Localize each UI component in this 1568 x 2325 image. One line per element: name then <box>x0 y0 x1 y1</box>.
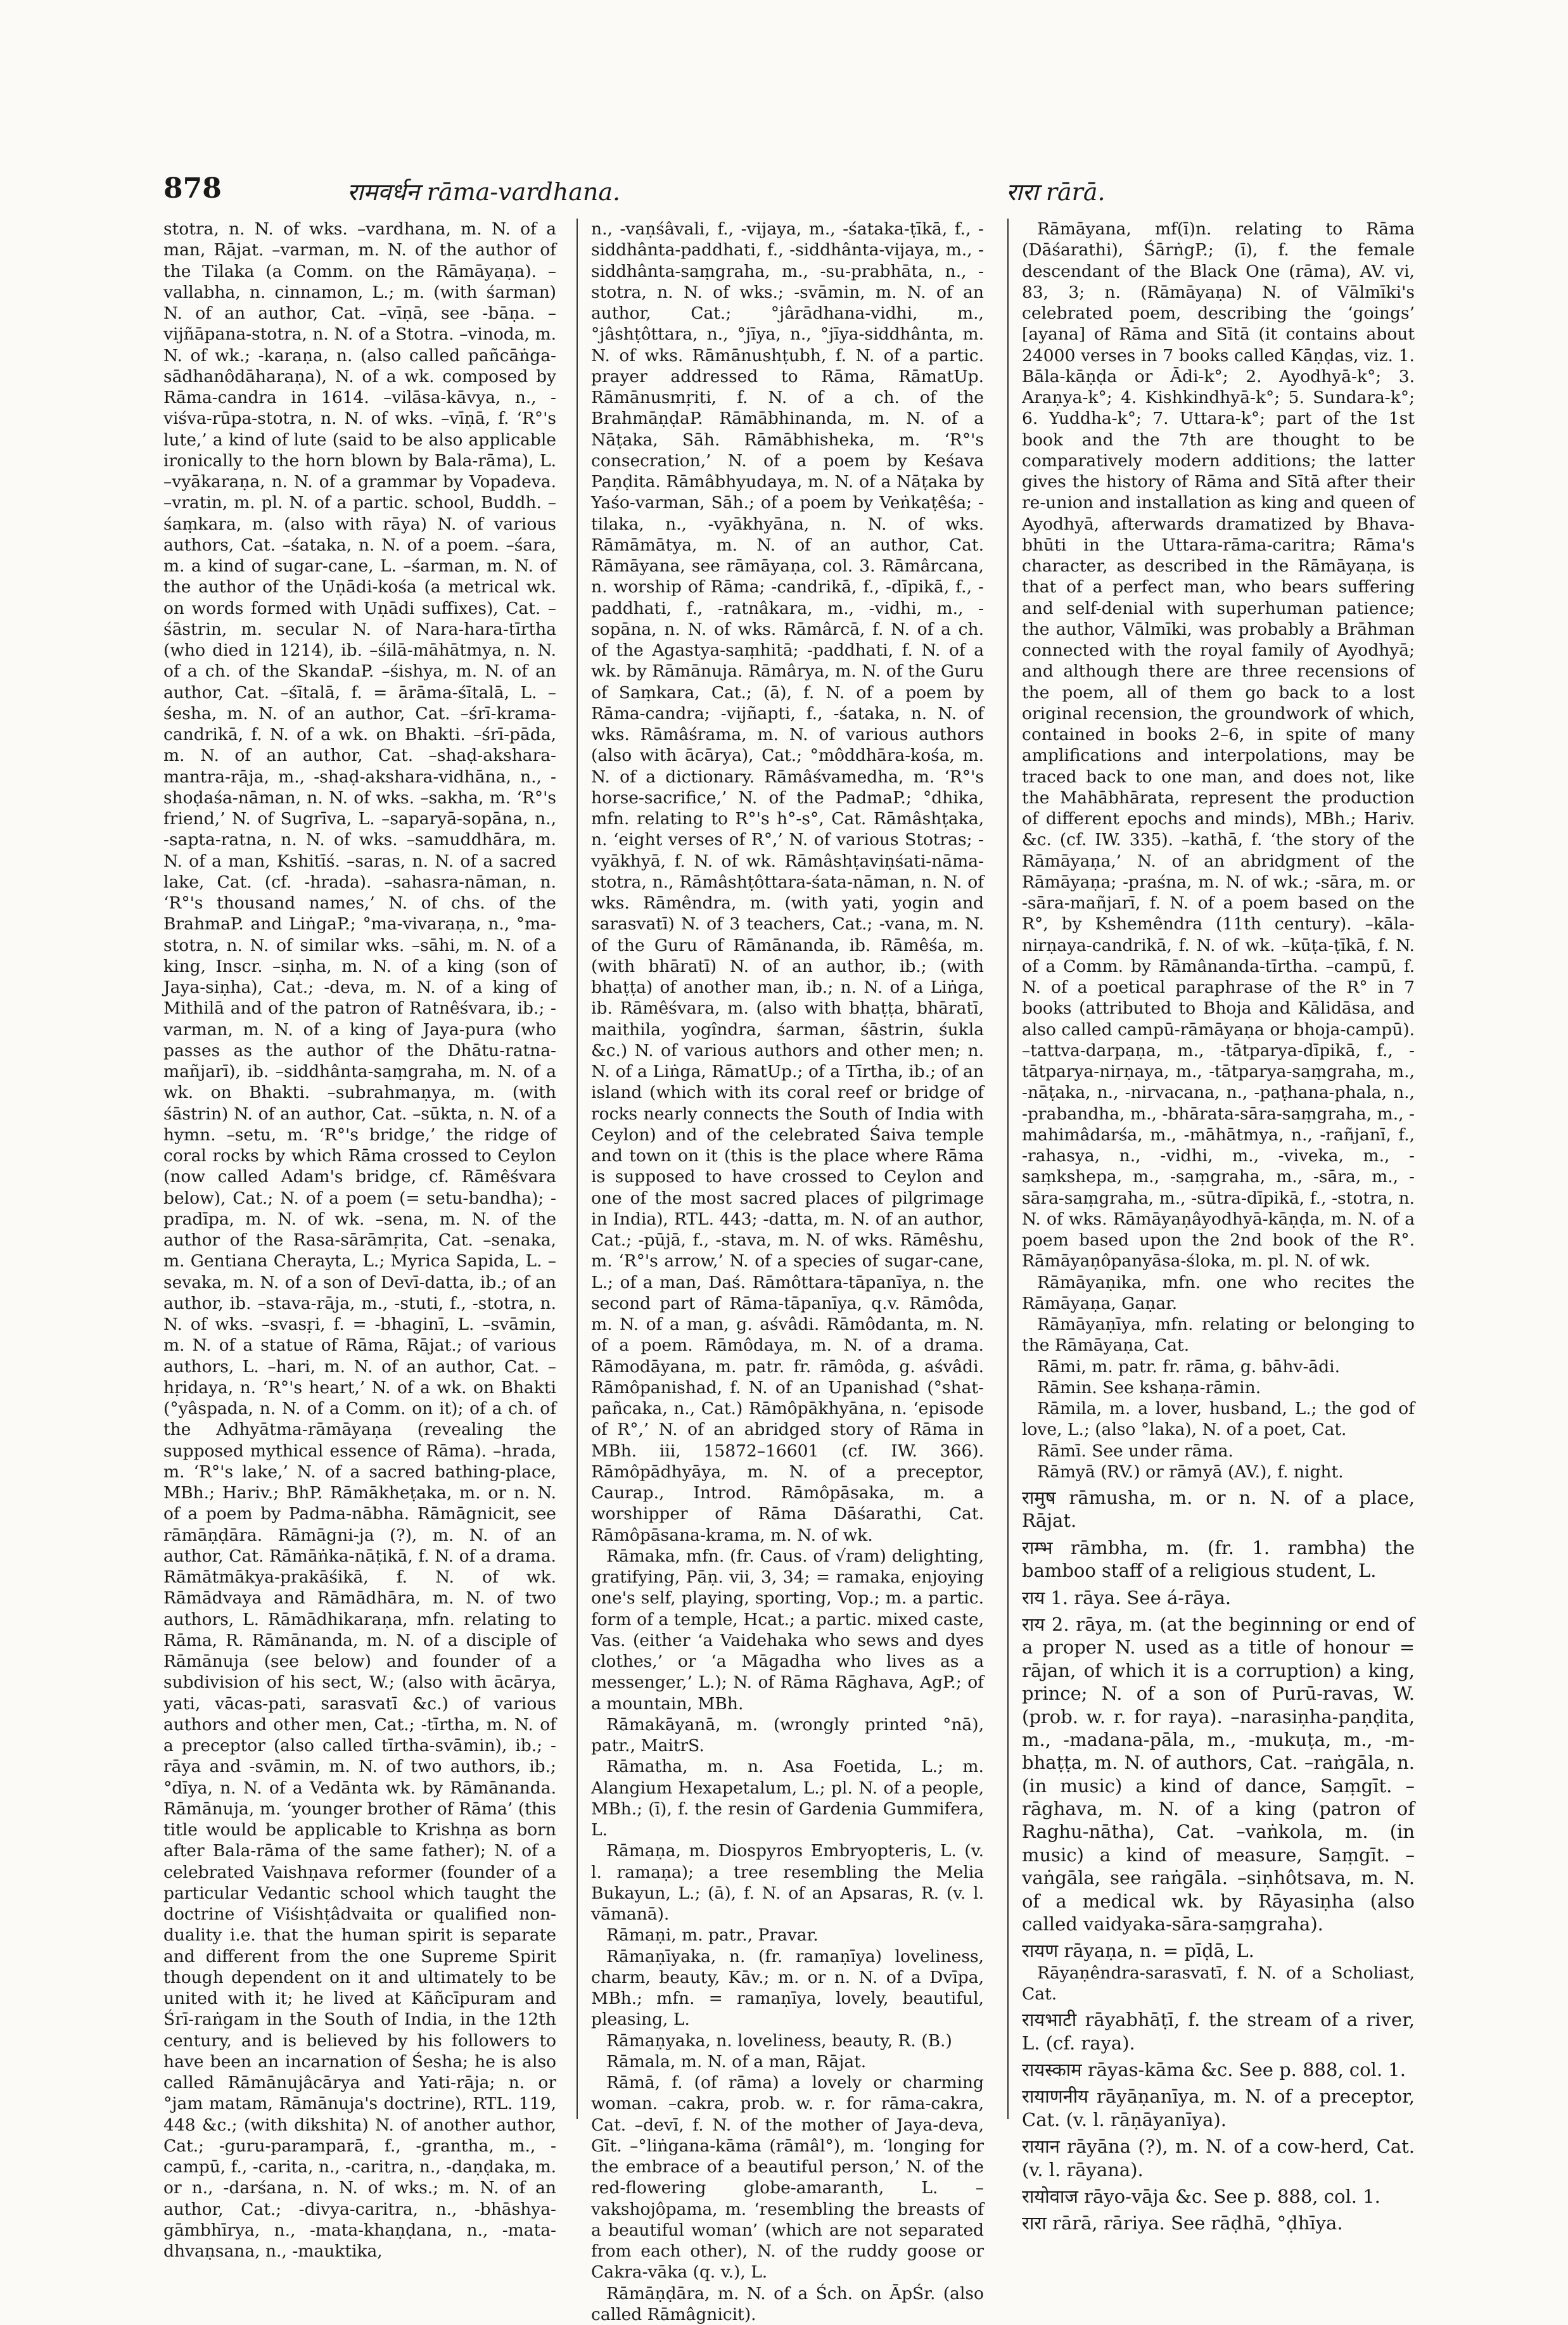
headword-entry: रायण rāyaṇa, n. = pīḍā, L. <box>1022 1939 1415 1962</box>
dictionary-entry: n., -vaṇśâvali, f., -vijaya, m., -śataka-ṭīkā, f., -siddhânta-paddhati, f., -siddhânta-vijaya, m., -siddhânta-saṃgraha, m., -su-prabhāta, n., -stotra, n. N. of wks.; -svāmin, m. N. of an author, Cat.; °jârādhana-vidhi, m., °jâshṭôttara, n., °jīya, n., °jīya-siddhânta, m. N. of wks. Rāmānushṭubh, f. N. of a partic. prayer addressed to Rāma, RāmatUp. Rāmānusmṛiti, f. N. of a ch. of the BrahmāṇḍaP. Rāmābhinanda, m. N. of a Nāṭaka, Sāh. Rāmābhisheka, m. ‘R°'s consecration,’ N. of a poem by Keśava Paṇḍita. Rāmâbhyudaya, m. N. of a Nāṭaka by Yaśo-varman, Sāh.; of a poem by Veṅkaṭêśa; -tilaka, n., -vyākhyāna, n. N. of wks. Rāmāmātya, m. N. of an author, Cat. Rāmāyana, see rāmāyaṇa, col. 3. Rāmârcana, n. worship of Rāma; -candrikā, f., -dīpikā, f., -paddhati, f., -ratnâkara, m., -vidhi, m., -sopāna, n. N. of wks. Rāmârcā, f. N. of a ch. of the Agastya-saṃhitā; -paddhati, f. N. of a wk. by Rāmānuja. Rāmârya, m. N. of the Guru of Saṃkara, Cat.; (ā), f. N. of a poem by Rāma-candra; -vijñapti, f., -śataka, n. N. of wks. Rāmâśrama, m. N. of various authors (also with ācārya), Cat.; °môddhāra-kośa, m. N. of a dictionary. Rāmâśvamedha, m. ‘R°'s horse-sacrifice,’ N. of the PadmaP.; °dhika, mfn. relating to R°'s h°-s°, Cat. Rāmâshṭaka, n. ‘eight verses of R°,’ N. of various Stotras; -vyākhyā, f. N. of wk. Rāmâshṭaviṇśati-nāma-stotra, n., Rāmâshṭôttara-śata-nāman, n. N. of wks. Rāmêndra, m. (with yati, yogin and sarasvatī) N. of 3 teachers, Cat.; -vana, m. N. of the Guru of Rāmānanda, ib. Rāmêśa, m. (with bhāratī) N. of an author, ib.; (with bhaṭṭa) of another man, ib.; n. N. of a Liṅga, ib. Rāmêśvara, m. (also with bhaṭṭa, bhāratī, maithila, yogîndra, śarman, śāstrin, śukla &c.) N. of various authors and other men; n. N. of a Liṅga, RāmatUp.; of a Tīrtha, ib.; of an island (which with its coral reef or bridge of rocks nearly connects the South of India with Ceylon) and of the celebrated Śaiva temple and town on it (this is the place where Rāma is supposed to have crossed to Ceylon and one of the most sacred places of pilgrimage in India), RTL. 443; -datta, m. N. of an author, Cat.; -pūjā, f., -stava, m. N. of wks. Rāmêshu, m. ‘R°'s arrow,’ N. of a species of sugar-cane, L.; of a man, Daś. Rāmôttara-tāpanīya, n. the second part of Rāma-tāpanīya, q.v. Rāmôda, m. N. of a man, g. aśvâdi. Rāmôdanta, m. N. of a poem. Rāmôdaya, m. N. of a drama. Rāmodāyana, m. patr. fr. rāmôda, g. aśvâdi. Rāmôpanishad, f. N. of an Upanishad (°shat-pañcaka, n., Cat.) Rāmôpākhyāna, n. ‘episode of R°,’ N. of an abridged story of Rāma in MBh. iii, 15872–16601 (cf. IW. 366). Rāmôpādhyāya, m. N. of a preceptor, Caurap., Introd. Rāmôpāsaka, m. a worshipper of Rāma Dāśarathi, Cat. Rāmôpāsana-krama, m. N. of wk. <box>591 219 984 1546</box>
dictionary-entry: Rāmāyana, mf(ī)n. relating to Rāma (Dāśarathi), ŚārṅgP.; (ī), f. the female descendant of the Black One (rāma), AV. vi, 83, 3; n. (Rāmāyaṇa) N. of Vālmīki's celebrated poem, describing the ‘goings’ [ayana] of Rāma and Sītā (it contains about 24000 verses in 7 books called Kāṇḍas, viz. 1. Bāla-kāṇḍa or Ādi-k°; 2. Ayodhyā-k°; 3. Araṇya-k°; 4. Kishkindhyā-k°; 5. Sundara-k°; 6. Yuddha-k°; 7. Uttara-k°; part of the 1st book and the 7th are thought to be comparatively modern additions; the latter gives the history of Rāma and Sītā after their re-union and installation as king and queen of Ayodhyā, afterwards dramatized by Bhava-bhūti in the Uttara-rāma-caritra; Rāma's character, as described in the Rāmāyaṇa, is that of a perfect man, who bears suffering and self-denial with superhuman patience; the author, Vālmīki, was probably a Brāhman connected with the royal family of Ayodhyā; and although there are three recensions of the poem, all of them go back to a lost original recension, the groundwork of which, contained in books 2–6, in spite of many amplifications and interpolations, may be traced back to one man, and does not, like the Mahābhārata, represent the production of different epochs and minds), MBh.; Hariv. &c. (cf. IW. 335). –kathā, f. ‘the story of the Rāmāyaṇa,’ N. of an abridgment of the Rāmāyaṇa; -praśna, m. N. of wk.; -sāra, m. or -sāra-mañjarī, f. N. of a poem based on the R°, by Kshemêndra (11th century). –kāla-nirṇaya-candrikā, f. N. of wk. –kūṭa-ṭīkā, f. N. of a Comm. by Rāmânanda-tīrtha. –campū, f. N. of a poetical paraphrase of the R° in 7 books (attributed to Bhoja and Kālidāsa, and also called campū-rāmāyaṇa or bhoja-campū). –tattva-darpaṇa, m., -tātparya-dīpikā, f., -tātparya-nirṇaya, m., -tātparya-saṃgraha, m., -nāṭaka, n., -nirvacana, n., -paṭhana-phala, n., -prabandha, m., -bhārata-sāra-saṃgraha, m., -mahimâdarśa, m., -māhātmya, n., -rañjanī, f., -rahasya, n., -vidhi, m., -viveka, m., -saṃkshepa, m., -saṃgraha, m., -sāra, m., -sāra-saṃgraha, m., -sūtra-dīpikā, f., -stotra, n. N. of wks. Rāmāyaṇâyodhyā-kāṇḍa, m. N. of a poem based upon the 2nd book of the R°. Rāmāyaṇôpanyāsa-śloka, m. pl. N. of wk. <box>1022 219 1415 1272</box>
dictionary-columns <box>163 219 1424 2119</box>
dictionary-entry: Rāmaṇi, m. patr., Pravar. <box>591 1925 984 1946</box>
left-running-headword: रामवर्धन rāma-vardhana. <box>347 175 620 208</box>
headword-entry: रायोवाज rāyo-vāja &c. See p. 888, col. 1. <box>1022 2185 1415 2208</box>
dictionary-entry: Rāmi, m. patr. fr. rāma, g. bāhv-ādi. <box>1022 1356 1415 1377</box>
column-2 <box>591 219 984 2119</box>
dictionary-entry: Rāmā, f. (of rāma) a lovely or charming woman. –cakra, prob. w. r. for rāma-cakra, Cat. –devī, f. N. of the mother of Jaya-deva, Gīt. –°liṅgana-kāma (rāmâl°), m. ‘longing for the embrace of a beautiful person,’ N. of the red-flowering globe-amaranth, L. –vakshojôpama, m. ‘resembling the breasts of a beautiful woman’ (which are not separated from each other), N. of the ruddy goose or Cakra-vāka (q. v.), L. <box>591 2072 984 2283</box>
page-number: 878 <box>163 172 222 205</box>
dictionary-entry: Rāmin. See kshaṇa-rāmin. <box>1022 1377 1415 1398</box>
dictionary-entry: Rāmāyaṇika, mfn. one who recites the Rāmāyaṇa, Gaṇar. <box>1022 1272 1415 1315</box>
dictionary-entry: Rāmala, m. N. of a man, Rājat. <box>591 2051 984 2072</box>
headword-entry: रायान rāyāna (?), m. N. of a cow-herd, Cat. (v. l. rāyana). <box>1022 2135 1415 2181</box>
dictionary-entry: Rāmaka, mfn. (fr. Caus. of √ram) delighting, gratifying, Pāṇ. vii, 3, 34; = ramaka, enjoying one's self, playing, sporting, Vop.; m. a partic. form of a temple, Hcat.; a partic. mixed caste, Vas. (either ‘a Vaidehaka who sews and dyes clothes,’ or ‘a Māgadha who lives as a messenger,’ L.); N. of Rāma Rāghava, AgP.; of a mountain, MBh. <box>591 1546 984 1714</box>
headword-entry: रायभाटी rāyabhāṭī, f. the stream of a river, L. (cf. raya). <box>1022 2008 1415 2054</box>
dictionary-entry: stotra, n. N. of wks. –vardhana, m. N. of a man, Rājat. –varman, m. N. of the author of the Tilaka (a Comm. on the Rāmāyaṇa). –vallabha, n. cinnamon, L.; m. (with śarman) N. of an author, Cat. –vīṇā, see -bāṇa. –vijñāpana-stotra, n. N. of a Stotra. –vinoda, m. N. of wk.; -karaṇa, n. (also called pañcāṅga-sādhanôdāharaṇa), N. of a wk. composed by Rāma-candra in 1614. –vilāsa-kāvya, n., -viśva-rūpa-stotra, n. N. of wks. –vīṇā, f. ‘R°'s lute,’ a kind of lute (said to be also applicable ironically to the horn blown by Bala-rāma), L. –vyākaraṇa, n. N. of a grammar by Vopadeva. –vratin, m. pl. N. of a partic. school, Buddh. –śaṃkara, m. (also with rāya) N. of various authors, Cat. –śataka, n. N. of a poem. –śara, m. a kind of sugar-cane, L. –śarman, m. N. of the author of the Uṇādi-kośa (a metrical wk. on words formed with Uṇādi suffixes), Cat. –śāstrin, m. secular N. of Nara-hara-tīrtha (who died in 1214), ib. –śilā-māhātmya, n. N. of a ch. of the SkandaP. –śishya, m. N. of an author, Cat. –śītalā, f. = ārāma-śītalā, L. –śesha, m. N. of an author, Cat. –śrī-krama-candrikā, f. N. of a wk. on Bhakti. –śrī-pāda, m. N. of an author, Cat. –shaḍ-akshara-mantra-rāja, m., -shaḍ-akshara-vidhāna, n., -shoḍaśa-nāman, n. N. of wks. –sakha, m. ‘R°'s friend,’ N. of Sugrīva, L. –saparyā-sopāna, n., -sapta-ratna, n. N. of wks. –samuddhāra, m. N. of a man, Kshitīś. –saras, n. N. of a sacred lake, Cat. (cf. -hrada). –sahasra-nāman, n. ‘R°'s thousand names,’ N. of chs. of the BrahmaP. and LiṅgaP.; °ma-vivaraṇa, n., °ma-stotra, n. N. of similar wks. –sāhi, m. N. of a king, Inscr. –siṇha, m. N. of a king (son of Jaya-siṇha), Cat.; -deva, m. N. of a king of Mithilā and of the patron of Ratnêśvara, ib.; -varman, m. N. of a king of Jaya-pura (who passes as the author of the Dhātu-ratna-mañjarī), ib. –siddhânta-saṃgraha, m. N. of a wk. on Bhakti. –subrahmaṇya, m. (with śāstrin) N. of an author, Cat. –sūkta, n. N. of a hymn. –setu, m. ‘R°'s bridge,’ the ridge of coral rocks by which Rāma crossed to Ceylon (now called Adam's bridge, cf. Rāmêśvara below), Cat.; N. of a poem (= setu-bandha); -pradīpa, m. N. of wk. –sena, m. N. of the author of the Rasa-sārāmṛita, Cat. –senaka, m. Gentiana Cherayta, L.; Myrica Sapida, L. –sevaka, m. N. of a son of Devī-datta, ib.; of an author, ib. –stava-rāja, m., -stuti, f., -stotra, n. N. of wks. –svasṛi, f. = -bhaginī, L. –svāmin, m. N. of a statue of Rāma, Rājat.; of various authors, L. –hari, m. N. of an author, Cat. –hṛidaya, n. ‘R°'s heart,’ N. of a wk. on Bhakti (°yâspada, n. N. of a Comm. on it); of a ch. of the Adhyātma-rāmāyaṇa (revealing the supposed mythical essence of Rāma). –hrada, m. ‘R°'s lake,’ N. of a sacred bathing-place, MBh.; Hariv.; BhP. Rāmākheṭaka, m. or n. N. of a poem by Padma-nābha. Rāmāgnicit, see rāmāṇḍāra. Rāmāgni-ja (?), m. N. of an author, Cat. Rāmāṅka-nāṭikā, f. N. of a drama. Rāmātmākya-prakāśikā, f. N. of wk. Rāmādvaya and Rāmādhāra, m. N. of two authors, L. Rāmādhikaraṇa, mfn. relating to Rāma, R. Rāmānanda, m. N. of a disciple of Rāmānuja (see below) and founder of a subdivision of his sect, W.; (also with ācārya, yati, vācas-pati, sarasvatī &c.) of various authors and other men, Cat.; -tīrtha, m. N. of a preceptor (also called tīrtha-svāmin), ib.; -rāya and -svāmin, m. N. of two authors, ib.; °dīya, n. N. of a Vedānta wk. by Rāmānanda. Rāmānuja, m. ‘younger brother of Rāma’ (this title would be applicable to Krishṇa as born after Bala-rāma of the same father); N. of a celebrated Vaishṇava reformer (founder of a particular Vedantic school which taught the doctrine of Viśishṭâdvaita or qualified non-duality i.e. that the human spirit is separate and different from the one Supreme Spirit though dependent on it and ultimately to be united with it; he lived at Kāñcīpuram and Śrī-raṅgam in the South of India, in the 12th century, and is believed by his followers to have been an incarnation of Śesha; he is also called Rāmānujâcārya and Yati-rāja; n. or °jam matam, Rāmānuja's doctrine), RTL. 119, 448 &c.; (with dikshita) N. of another author, Cat.; -guru-paramparā, f., -grantha, m., -campū, f., -carita, n., -caritra, n., -daṇḍaka, m. or n., -darśana, n. N. of wks.; m. N. of an author, Cat.; -divya-caritra, n., -bhāshya-gāmbhīrya, n., -mata-khaṇḍana, n., -mata-dhvaṇsana, n., -mauktika, <box>163 219 556 2262</box>
headword-entry: रायस्काम rāyas-kāma &c. See p. 888, col. 1. <box>1022 2058 1415 2081</box>
dictionary-entry: Rāmaṇīyaka, n. (fr. ramaṇīya) loveliness, charm, beauty, Kāv.; m. or n. N. of a Dvīpa, MBh.; mfn. = ramaṇīya, lovely, beautiful, pleasing, L. <box>591 1946 984 2030</box>
column-divider <box>577 219 578 2119</box>
dictionary-entry: Rāmyā (RV.) or rāmyā (AV.), f. night. <box>1022 1462 1415 1482</box>
headword-entry: रारा rārā, rāriya. See rāḍhā, °ḍhīya. <box>1022 2212 1415 2234</box>
headword-entry: रायाणनीय rāyāṇanīya, m. N. of a preceptor, Cat. (v. l. rāṇāyanīya). <box>1022 2085 1415 2131</box>
dictionary-entry: Rāmakāyanā, m. (wrongly printed °nā), patr., MaitrS. <box>591 1714 984 1757</box>
column-1 <box>163 219 556 2119</box>
dictionary-entry: Rāyaṇêndra-sarasvatī, f. N. of a Scholiast, Cat. <box>1022 1963 1415 2005</box>
dictionary-entry: Rāmatha, m. n. Asa Foetida, L.; m. Alangium Hexapetalum, L.; pl. N. of a people, MBh.; (ī), f. the resin of Gardenia Gummifera, L. <box>591 1756 984 1840</box>
dictionary-entry: Rāmī. See under rāma. <box>1022 1441 1415 1462</box>
headword-entry: राम्भ rāmbha, m. (fr. 1. rambha) the bamboo staff of a religious student, L. <box>1022 1536 1415 1583</box>
dictionary-entry: Rāmila, m. a lover, husband, L.; the god of love, L.; (also °laka), N. of a poet, Cat. <box>1022 1398 1415 1441</box>
page-header <box>163 172 1424 209</box>
headword-entry: राय 2. rāya, m. (at the beginning or end of a proper N. used as a title of honour = rājan, of which it is a corruption) a king, prince; N. of a son of Purū-ravas, W. (prob. w. r. for raya). –narasiṇha-paṇḍita, m., -madana-pāla, m., -mukuṭa, m., -m-bhaṭṭa, m. N. of authors, Cat. –raṅgāla, n. (in music) a kind of dance, Saṃgīt. –rāghava, m. N. of a king (patron of Raghu-nātha), Cat. –vaṅkola, m. (in music) a kind of measure, Saṃgīt. –vaṅgāla, see raṅgāla. –siṇhôtsava, m. N. of a medical wk. by Rāyasiṇha (also called vaidyaka-sāra-saṃgraha). <box>1022 1613 1415 1935</box>
headword-entry: रामुष rāmusha, m. or n. N. of a place, Rājat. <box>1022 1486 1415 1532</box>
column-3 <box>1022 219 1415 2119</box>
dictionary-entry: Rāmāṇḍāra, m. N. of a Śch. on ĀpŚr. (also called Rāmâgnicit). <box>591 2283 984 2325</box>
dictionary-entry: Rāmāyaṇīya, mfn. relating or belonging to the Rāmāyaṇa, Cat. <box>1022 1314 1415 1356</box>
right-running-headword: रारा rārā. <box>1006 175 1106 208</box>
column-divider <box>1007 219 1009 2119</box>
headword-entry: राय 1. rāya. See á-rāya. <box>1022 1586 1415 1609</box>
dictionary-entry: Rāmaṇyaka, n. loveliness, beauty, R. (B.) <box>591 2030 984 2051</box>
dictionary-entry: Rāmaṇa, m. Diospyros Embryopteris, L. (v. l. ramaṇa); a tree resembling the Melia Bukayun, L.; (ā), f. N. of an Apsaras, R. (v. l. vāmanā). <box>591 1840 984 1925</box>
